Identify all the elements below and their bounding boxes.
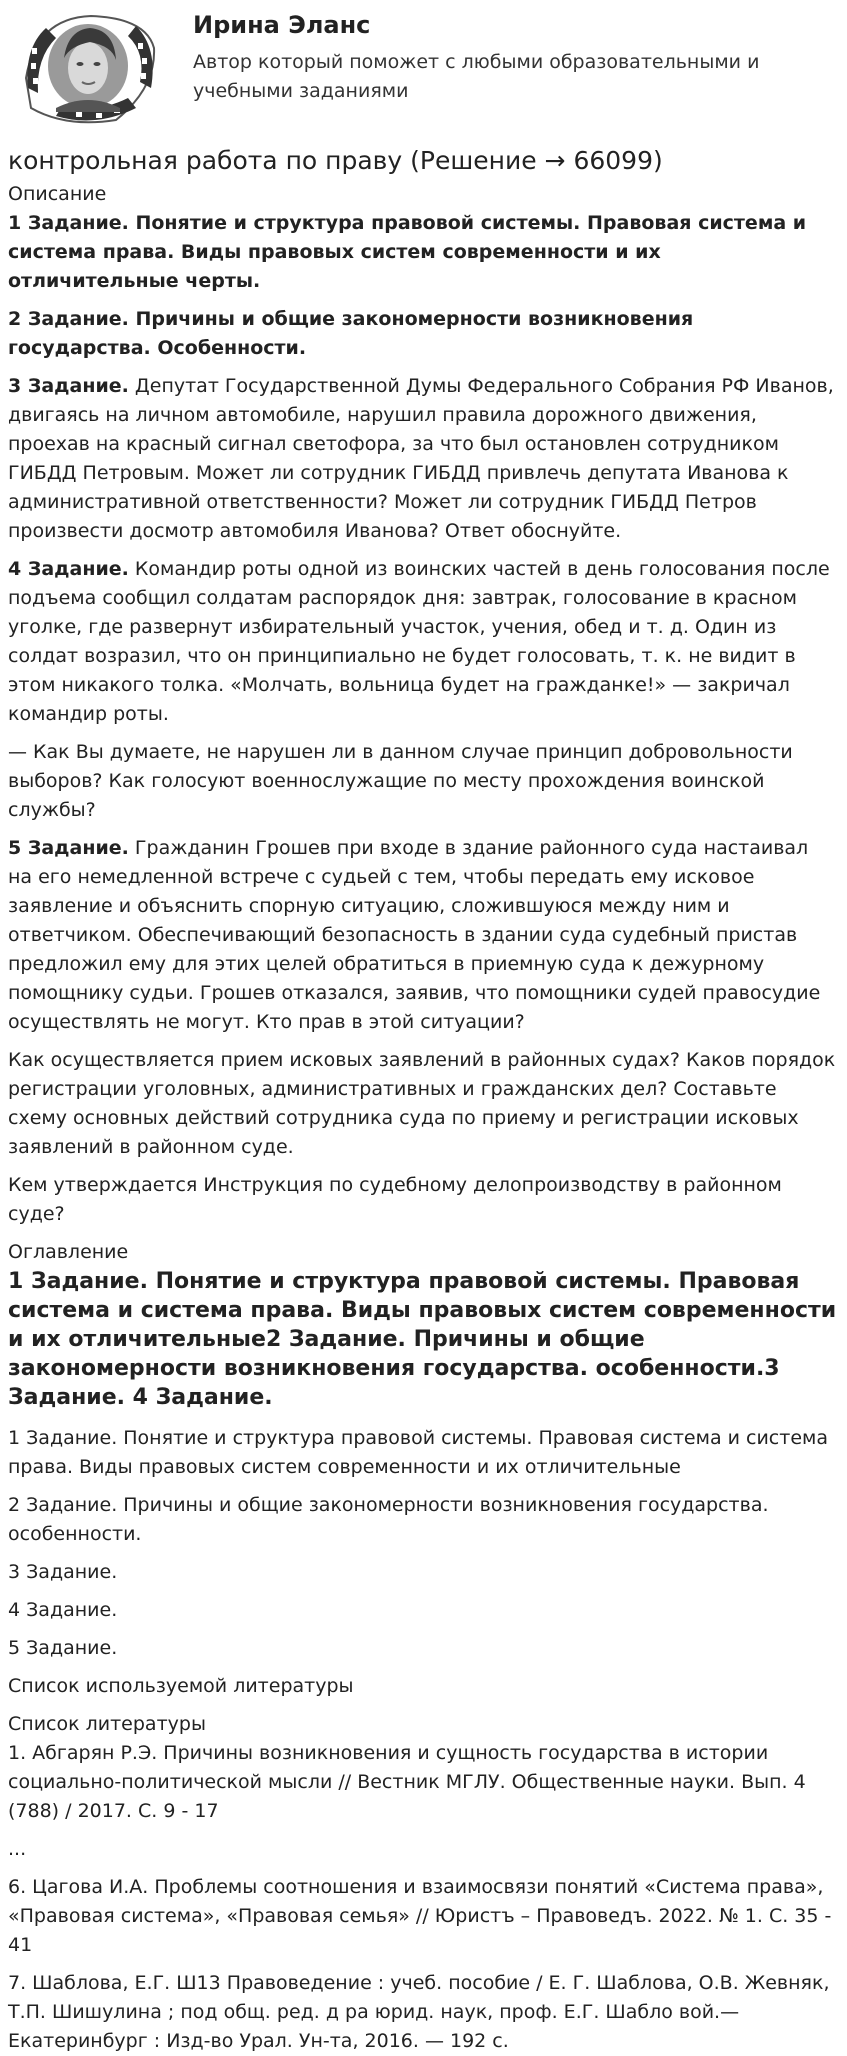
task-4-text: Командир роты одной из воинских частей в день голосования после подъема сообщил солдатам распорядок дня: завтрак, голосование в красном уголке, где развернут избирательный участок, учения, обед и т. д. Один из солдат возразил, что он принципиально не будет голосовать, т. к. не видит в этом никакого толка. «Молчать, вольница будет на гражданке!» — закричал командир роты. xyxy=(8,558,830,725)
task-5-question-3: Кем утверждается Инструкция по судебному делопроизводству в районном суде? xyxy=(8,1174,782,1225)
toc-item: 2 Задание. Причины и общие закономерности возникновения государства. особенности. xyxy=(8,1494,769,1545)
literature-item: 6. Цагова И.А. Проблемы соотношения и взаимосвязи понятий «Система права», «Правовая система», «Правовая семья» // Юристъ – Правоведъ. 2022. № 1. С. 35 - 41 xyxy=(8,1876,832,1956)
literature-list xyxy=(8,1739,837,2056)
author-name[interactable]: Ирина Эланс xyxy=(193,11,371,39)
task-5-label: 5 Задание. xyxy=(8,837,129,859)
task-1 xyxy=(8,209,837,296)
task-4-label: 4 Задание. xyxy=(8,558,129,580)
task-2-text: 2 Задание. Причины и общие закономерности возникновения государства. Особенности. xyxy=(8,308,694,359)
toc-list xyxy=(8,1424,837,1701)
literature-item: ... xyxy=(8,1838,27,1860)
description-label: Описание xyxy=(8,183,107,205)
literature-label: Список литературы xyxy=(8,1713,206,1735)
author-description: Автор который поможет с любыми образовательными и учебными заданиями xyxy=(193,51,760,102)
toc-label: Оглавление xyxy=(8,1241,129,1263)
toc-item: 1 Задание. Понятие и структура правовой системы. Правовая система и система права. Виды правовых систем современности и их отличительные xyxy=(8,1427,828,1478)
toc-heading: 1 Задание. Понятие и структура правовой системы. Правовая система и система права. Виды правовых систем современности и их отличительные2 Задание. Причины и общие закономерности возникновения государства. особенности.3 Задание. 4 Задание. xyxy=(8,1269,837,1410)
task-3-label: 3 Задание. xyxy=(8,375,129,397)
toc-item: 4 Задание. xyxy=(8,1599,118,1621)
page-title: контрольная работа по праву (Решение → 66099) xyxy=(8,146,663,175)
toc-item: Список используемой литературы xyxy=(8,1675,354,1697)
task-4 xyxy=(8,555,837,729)
task-2 xyxy=(8,305,837,363)
task-1-text: 1 Задание. Понятие и структура правовой системы. Правовая система и система права. Виды правовых систем современности и их отличительные черты. xyxy=(8,212,807,292)
literature-item: 7. Шаблова, Е.Г. Ш13 Правоведение : учеб. пособие / Е. Г. Шаблова, О.В. Жевняк, Т.П. Шишулина ; под общ. ред. д ра юрид. наук, проф. Е.Г. Шабло вой.— Екатеринбург : Изд-во Урал. Ун-та, 2016. — 192 с. xyxy=(8,1972,830,2052)
task-5-question-2: Как осуществляется прием исковых заявлений в районных судах? Каков порядок регистрации уголовных, административных и гражданских дел? Составьте схему основных действий сотрудника суда по приему и регистрации исковых заявлений в районном суде. xyxy=(8,1049,836,1158)
task-5-text: Гражданин Грошев при входе в здание районного суда настаивал на его немедленной встрече с судьей с тем, чтобы передать ему исковое заявление и объяснить спорную ситуацию, сложившуюся между ним и ответчиком. Обеспечивающий безопасность в здании суда судебный пристав предложил ему для этих целей обратиться в приемную суда к дежурному помощнику судьи. Грошев отказался, заявив, что помощники судей правосудие осуществлять не могут. Кто прав в этой ситуации? xyxy=(8,837,821,1033)
toc-item: 3 Задание. xyxy=(8,1561,118,1583)
task-3-text: Депутат Государственной Думы Федерального Собрания РФ Иванов, двигаясь на личном автомобиле, нарушил правила дорожного движения, проехав на красный сигнал светофора, за что был остановлен сотрудником ГИБДД Петровым. Может ли сотрудник ГИБДД привлечь депутата Иванова к административной ответственности? Может ли сотрудник ГИБДД Петров произвести досмотр автомобиля Иванова? Ответ обоснуйте. xyxy=(8,375,834,542)
description-block xyxy=(8,209,837,1229)
literature-item: 1. Абгарян Р.Э. Причины возникновения и сущность государства в истории социально-политической мысли // Вестник МГЛУ. Общественные науки. Вып. 4 (788) / 2017. С. 9 - 17 xyxy=(8,1742,806,1822)
task-3 xyxy=(8,372,837,546)
author-card xyxy=(8,0,837,138)
toc-item: 5 Задание. xyxy=(8,1637,118,1659)
task-4-question: — Как Вы думаете, не нарушен ли в данном случае принцип добровольности выборов? Как голосуют военнослужащие по месту прохождения воинской службы? xyxy=(8,741,793,821)
task-5 xyxy=(8,834,837,1037)
author-avatar[interactable] xyxy=(16,8,158,126)
